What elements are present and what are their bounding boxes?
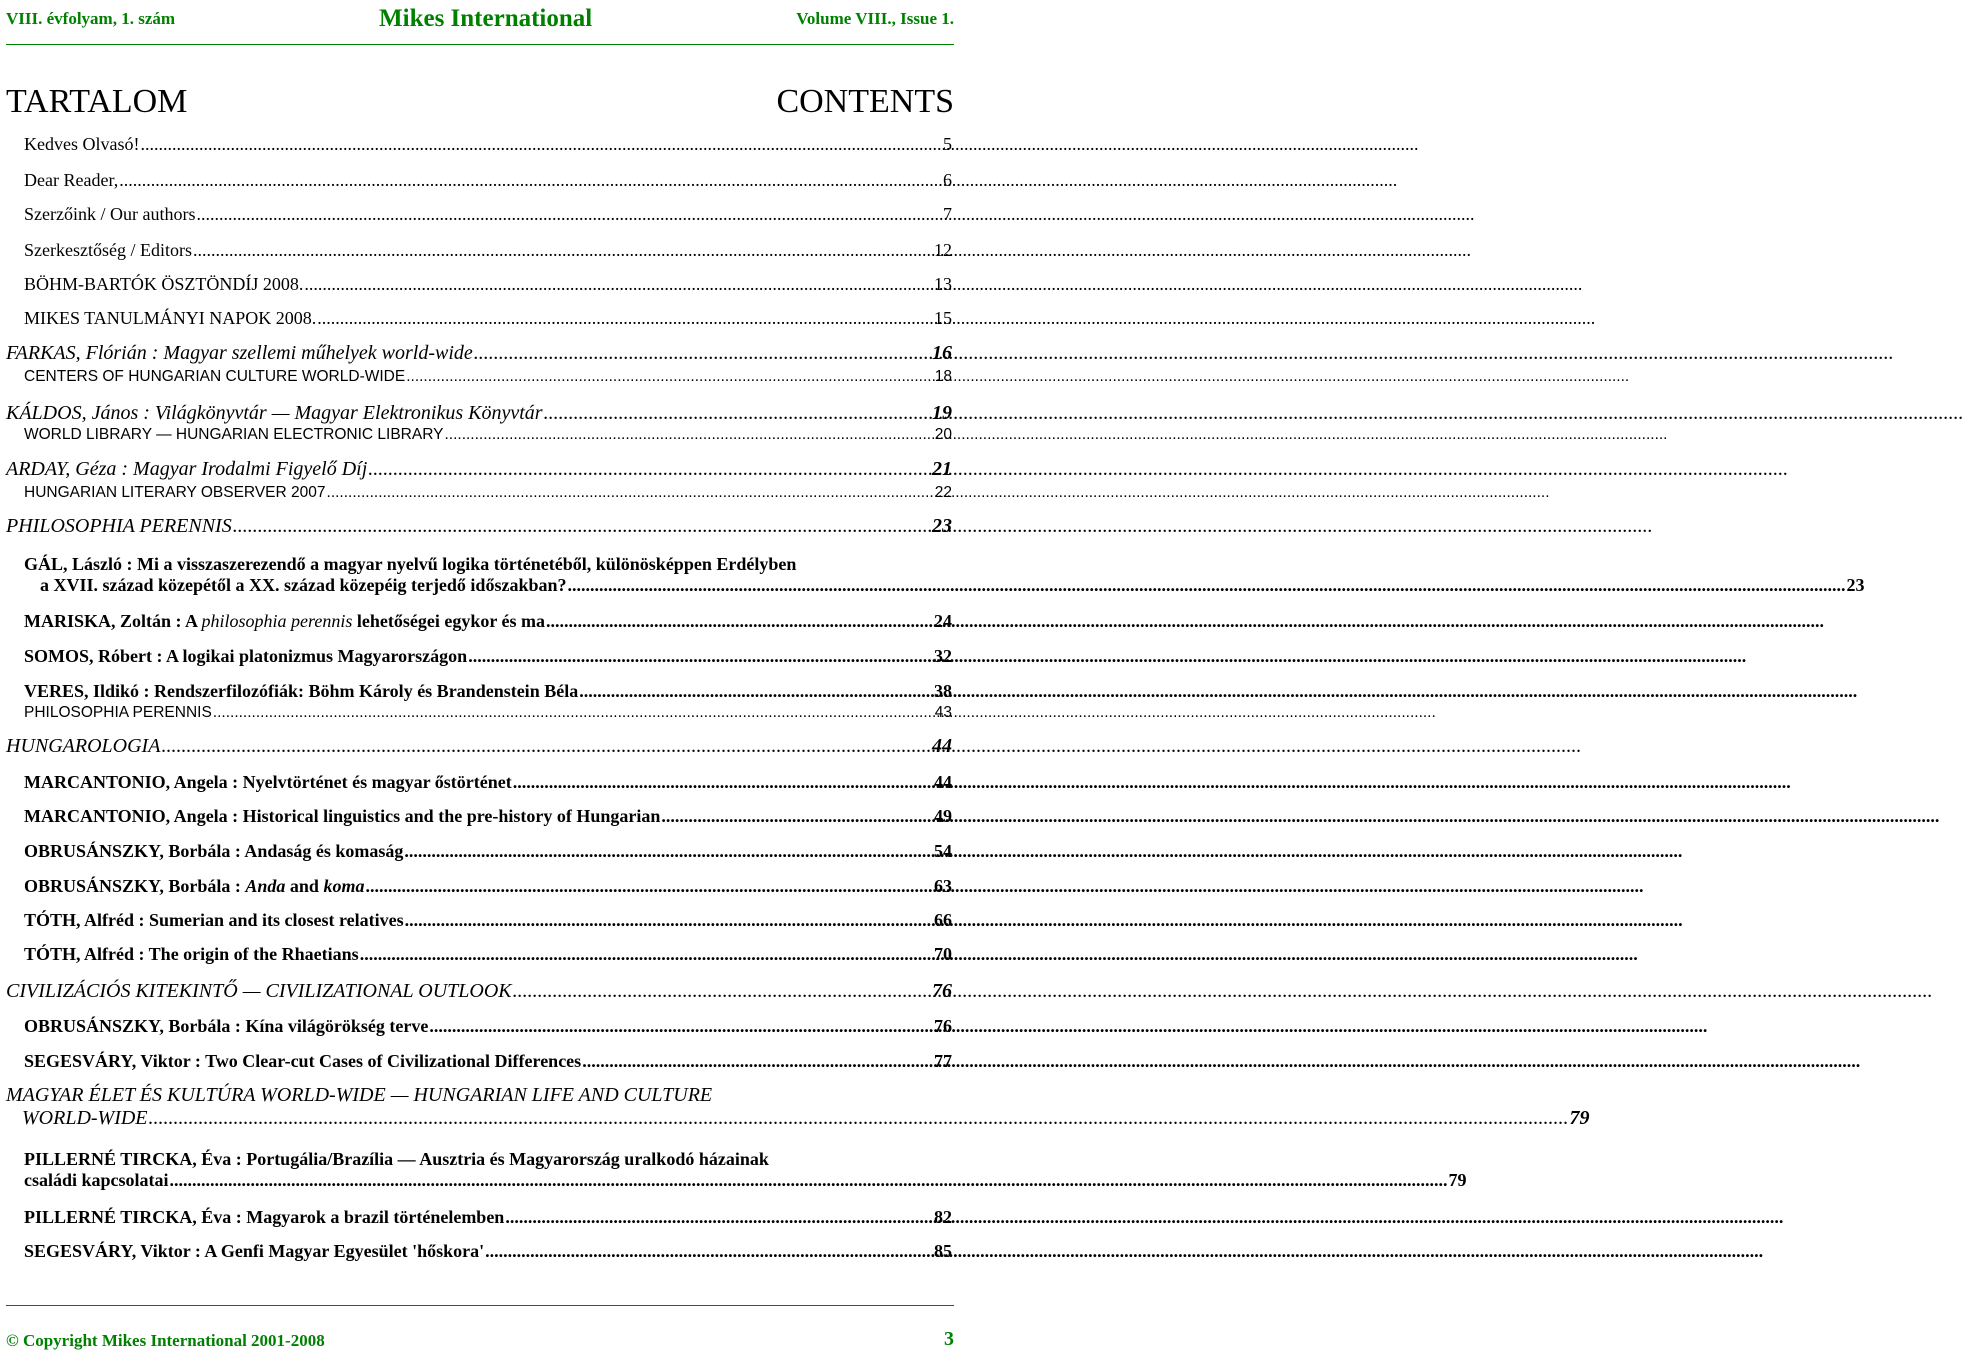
toc-entry-page: 15 — [934, 308, 952, 328]
toc-entry-title: VERES, Ildikó : Rendszerfilozófiák: Böhm Károly és Brandenstein Béla — [24, 681, 579, 701]
toc-entry-page: 44 — [934, 772, 952, 792]
toc-subentry-page: 22 — [934, 484, 952, 501]
dot-leader — [582, 1051, 933, 1072]
toc-entry-author: OBRUSÁNSZKY, Borbála : — [24, 876, 246, 896]
dot-leader — [468, 646, 933, 667]
toc-entry-title: Dear Reader, — [24, 170, 119, 190]
toc-entry-page: 5 — [943, 134, 952, 154]
dot-leader — [567, 575, 1845, 596]
dot-leader — [661, 806, 933, 827]
dot-leader — [368, 458, 931, 481]
dot-leader — [485, 1241, 933, 1262]
title-contents: CONTENTS — [776, 83, 954, 120]
dot-leader — [140, 134, 942, 155]
toc-entry-page: 6 — [943, 170, 952, 190]
toc-entry[interactable] — [24, 554, 1865, 596]
toc-subentry-page: 43 — [934, 704, 952, 721]
dot-leader — [544, 402, 931, 425]
toc-entry-title: Kedves Olvasó! — [24, 134, 140, 154]
toc-entry-page: 32 — [934, 646, 952, 666]
toc-entry-title: SEGESVÁRY, Viktor : Two Clear-cut Cases of Civilizational Differences — [24, 1051, 582, 1071]
dot-leader — [429, 1016, 933, 1037]
toc-subentry[interactable] — [24, 426, 952, 444]
toc-section[interactable] — [6, 458, 952, 481]
toc-section[interactable] — [6, 402, 952, 425]
toc-entry[interactable] — [24, 806, 952, 827]
toc-entry-page: 49 — [934, 806, 952, 826]
dot-leader — [546, 611, 933, 632]
dot-leader — [505, 1207, 933, 1228]
toc-entry-page: 24 — [934, 611, 952, 631]
toc-section[interactable] — [6, 515, 952, 538]
toc-entry[interactable] — [24, 944, 952, 965]
footer-rule — [6, 1305, 954, 1306]
dot-leader — [304, 274, 933, 295]
dot-leader — [196, 204, 942, 225]
toc-entry-page: 79 — [1448, 1170, 1467, 1190]
toc-subentry[interactable] — [24, 484, 952, 502]
toc-entry-title: Szerkesztőség / Editors — [24, 240, 192, 260]
toc-section-page: 19 — [932, 402, 952, 424]
toc-entry-title-line2: a XVII. század közepétől a XX. század közepéig terjedő időszakban? — [40, 575, 567, 595]
toc-entry-title: OBRUSÁNSZKY, Borbála : Kína világörökség terve — [24, 1016, 429, 1036]
toc-entry[interactable] — [24, 1016, 952, 1037]
toc-entry-page: 54 — [934, 841, 952, 861]
toc-section-title: PHILOSOPHIA PERENNIS — [6, 515, 232, 537]
dot-leader — [405, 910, 933, 931]
toc-section-title: FARKAS, Flórián : Magyar szellemi műhelyek world-wide — [6, 342, 473, 364]
toc-entry[interactable] — [24, 204, 952, 225]
toc-entry[interactable] — [24, 240, 952, 261]
dot-leader — [513, 980, 931, 1003]
toc-entry[interactable] — [24, 134, 952, 155]
toc-entry-page: 12 — [934, 240, 952, 260]
toc-entry-page: 82 — [934, 1207, 952, 1227]
toc-entry-title: MARCANTONIO, Angela : Historical linguistics and the pre-history of Hungarian — [24, 806, 661, 826]
toc-subentry-title: CENTERS OF HUNGARIAN CULTURE WORLD-WIDE — [24, 368, 406, 385]
toc-section-page: 44 — [932, 735, 952, 757]
toc-section-page: 21 — [932, 458, 952, 480]
toc-entry-title: BÖHM-BARTÓK ÖSZTÖNDÍJ 2008. — [24, 274, 304, 294]
toc-entry-emphasis: Anda — [245, 876, 286, 896]
toc-entry[interactable] — [24, 274, 952, 295]
toc-entry[interactable] — [24, 611, 952, 632]
dot-leader — [365, 876, 933, 897]
footer-copyright: © Copyright Mikes International 2001-2008 — [6, 1331, 325, 1350]
toc-section-title-line1: MAGYAR ÉLET ÉS KULTÚRA WORLD-WIDE — HUNGARIAN LIFE AND CULTURE — [6, 1084, 713, 1106]
toc-entry-page: 63 — [934, 876, 952, 896]
toc-entry[interactable] — [24, 1241, 952, 1262]
toc-section[interactable] — [6, 735, 952, 758]
dot-leader — [406, 368, 934, 386]
toc-entry[interactable] — [24, 646, 952, 667]
toc-entry[interactable] — [24, 308, 952, 329]
toc-entry[interactable] — [24, 1207, 952, 1228]
toc-section-title: CIVILIZÁCIÓS KITEKINTŐ — CIVILIZATIONAL OUTLOOK — [6, 980, 512, 1002]
toc-entry-page: 38 — [934, 681, 952, 701]
toc-entry-page: 85 — [934, 1241, 952, 1261]
toc-entry-conjunction: and — [285, 876, 324, 896]
toc-entry-author: MARISKA, Zoltán : A — [24, 611, 202, 631]
toc-section-title: HUNGAROLOGIA — [6, 735, 161, 757]
toc-entry-title: SOMOS, Róbert : A logikai platonizmus Magyarországon — [24, 646, 468, 666]
page-footer — [6, 1328, 954, 1351]
toc-entry-title: SEGESVÁRY, Viktor : A Genfi Magyar Egyesület 'hőskora' — [24, 1241, 485, 1261]
toc-entry-page: 76 — [934, 1016, 952, 1036]
toc-entry[interactable] — [24, 681, 952, 702]
dot-leader — [170, 1170, 1448, 1191]
toc-section-title: ARDAY, Géza : Magyar Irodalmi Figyelő Díj — [6, 458, 368, 480]
toc-subentry[interactable] — [24, 368, 952, 386]
dot-leader — [579, 681, 933, 702]
toc-section[interactable] — [6, 1084, 1590, 1130]
toc-entry[interactable] — [24, 772, 952, 793]
toc-subentry-page: 20 — [934, 426, 952, 443]
toc-entry-page: 23 — [1846, 575, 1865, 595]
toc-entry-title: PILLERNÉ TIRCKA, Éva : Magyarok a brazil történelemben — [24, 1207, 505, 1227]
toc-entry[interactable] — [24, 170, 952, 191]
dot-leader — [444, 426, 933, 444]
toc-entry-title-line1: PILLERNÉ TIRCKA, Éva : Portugália/Brazília — Ausztria és Magyarország uralkodó házainak — [24, 1149, 769, 1169]
toc-entry-emphasis: koma — [323, 876, 365, 896]
toc-entry-title: OBRUSÁNSZKY, Borbála : Andaság és komaság — [24, 841, 404, 861]
toc-entry-page: 66 — [934, 910, 952, 930]
dot-leader — [327, 484, 934, 502]
toc-entry-page: 77 — [934, 1051, 952, 1071]
toc-section-title: KÁLDOS, János : Világkönyvtár — Magyar Elektronikus Könyvtár — [6, 402, 543, 424]
header-volume-hu: VIII. évfolyam, 1. szám — [6, 9, 176, 28]
toc-entry-page: 70 — [934, 944, 952, 964]
dot-leader — [474, 342, 931, 365]
toc-entry-title-line1: GÁL, László : Mi a visszaszerezendő a magyar nyelvű logika történetéből, különösképpen Erdélyben — [24, 554, 797, 574]
toc-entry-title-rest: lehetőségei egykor és ma — [352, 611, 545, 631]
toc-entry-emphasis: philosophia perennis — [201, 611, 353, 631]
dot-leader — [161, 735, 931, 758]
toc-entry-title: Szerzőink / Our authors — [24, 204, 196, 224]
toc-section-page: 79 — [1569, 1107, 1590, 1129]
toc-entry[interactable] — [24, 841, 952, 862]
toc-entry[interactable] — [24, 910, 952, 931]
toc-entry-title: MARCANTONIO, Angela : Nyelvtörténet és magyar őstörténet — [24, 772, 512, 792]
header-journal-title: Mikes International — [379, 5, 593, 32]
toc-section[interactable] — [6, 980, 952, 1003]
toc-subentry-title: HUNGARIAN LITERARY OBSERVER 2007 — [24, 484, 326, 501]
toc-entry-title-line2: családi kapcsolatai — [24, 1170, 169, 1190]
toc-entry-title: MIKES TANULMÁNYI NAPOK 2008. — [24, 308, 317, 328]
dot-leader — [193, 240, 933, 261]
header-volume-en: Volume VIII., Issue 1. — [796, 9, 954, 28]
dot-leader — [317, 308, 933, 329]
dot-leader — [149, 1107, 1569, 1130]
toc-subentry-page: 18 — [934, 368, 952, 385]
title-tartalom: TARTALOM — [6, 83, 188, 120]
toc-entry[interactable] — [24, 1051, 952, 1072]
dot-leader — [404, 841, 933, 862]
toc-subentry-title: PHILOSOPHIA PERENNIS — [24, 704, 212, 721]
toc-subentry-title: WORLD LIBRARY — HUNGARIAN ELECTRONIC LIBRARY — [24, 426, 444, 443]
toc-section-title-line2: WORLD-WIDE — [22, 1107, 148, 1129]
toc-section-page: 23 — [932, 515, 952, 537]
toc-section[interactable] — [6, 342, 952, 365]
toc-section-page: 16 — [932, 342, 952, 364]
dot-leader — [119, 170, 942, 191]
toc-subentry[interactable] — [24, 704, 952, 722]
dot-leader — [360, 944, 933, 965]
dot-leader — [513, 772, 933, 793]
toc-entry-title: TÓTH, Alfréd : The origin of the Rhaetians — [24, 944, 359, 964]
toc-entry[interactable] — [24, 876, 952, 897]
dot-leader — [233, 515, 931, 538]
toc-entry[interactable] — [24, 1149, 1467, 1191]
footer-page-number: 3 — [944, 1328, 954, 1350]
toc-section-page: 76 — [932, 980, 952, 1002]
toc-entry-page: 7 — [943, 204, 952, 224]
toc-entry-page: 13 — [934, 274, 952, 294]
dot-leader — [213, 704, 934, 722]
toc-entry-title: TÓTH, Alfréd : Sumerian and its closest relatives — [24, 910, 404, 930]
